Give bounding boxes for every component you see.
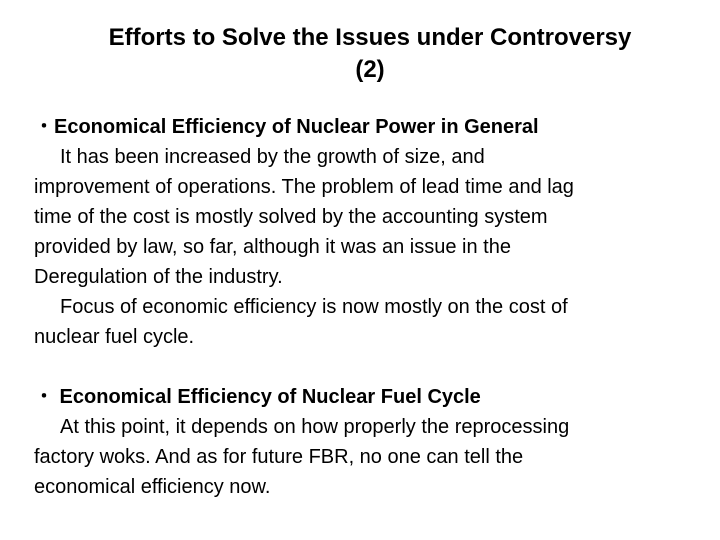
- paragraph: [34, 292, 694, 352]
- section-heading: ・ Economical Efficiency of Nuclear Fuel Cycle: [34, 386, 481, 408]
- slide-title-line-2: (2): [355, 56, 385, 83]
- paragraph-line: Focus of economic efficiency is now mostly on the cost of: [60, 296, 568, 318]
- paragraph-line: factory woks. And as for future FBR, no one can tell the: [34, 446, 524, 468]
- section-spacer: [34, 352, 694, 382]
- paragraph-line: At this point, it depends on how properly the reprocessing: [60, 416, 570, 438]
- paragraph-line: time of the cost is mostly solved by the accounting system: [34, 206, 548, 228]
- paragraph-line: economical efficiency now.: [34, 476, 271, 498]
- paragraph-line: provided by law, so far, although it was an issue in the: [34, 236, 511, 258]
- section-fuel-cycle-efficiency: [34, 382, 694, 502]
- section-nuclear-power-efficiency: [34, 112, 694, 352]
- slide-body: [34, 112, 694, 502]
- paragraph-line: nuclear fuel cycle.: [34, 326, 195, 348]
- slide-title-line-1: Efforts to Solve the Issues under Controversy: [108, 24, 632, 51]
- paragraph: [34, 412, 694, 502]
- section-heading: ・Economical Efficiency of Nuclear Power in General: [34, 116, 539, 138]
- paragraph-line: improvement of operations. The problem of lead time and lag: [34, 176, 574, 198]
- slide-title: [40, 22, 700, 86]
- paragraph-line: It has been increased by the growth of size, and: [60, 146, 485, 168]
- paragraph-line: Deregulation of the industry.: [34, 266, 283, 288]
- paragraph: [34, 142, 694, 292]
